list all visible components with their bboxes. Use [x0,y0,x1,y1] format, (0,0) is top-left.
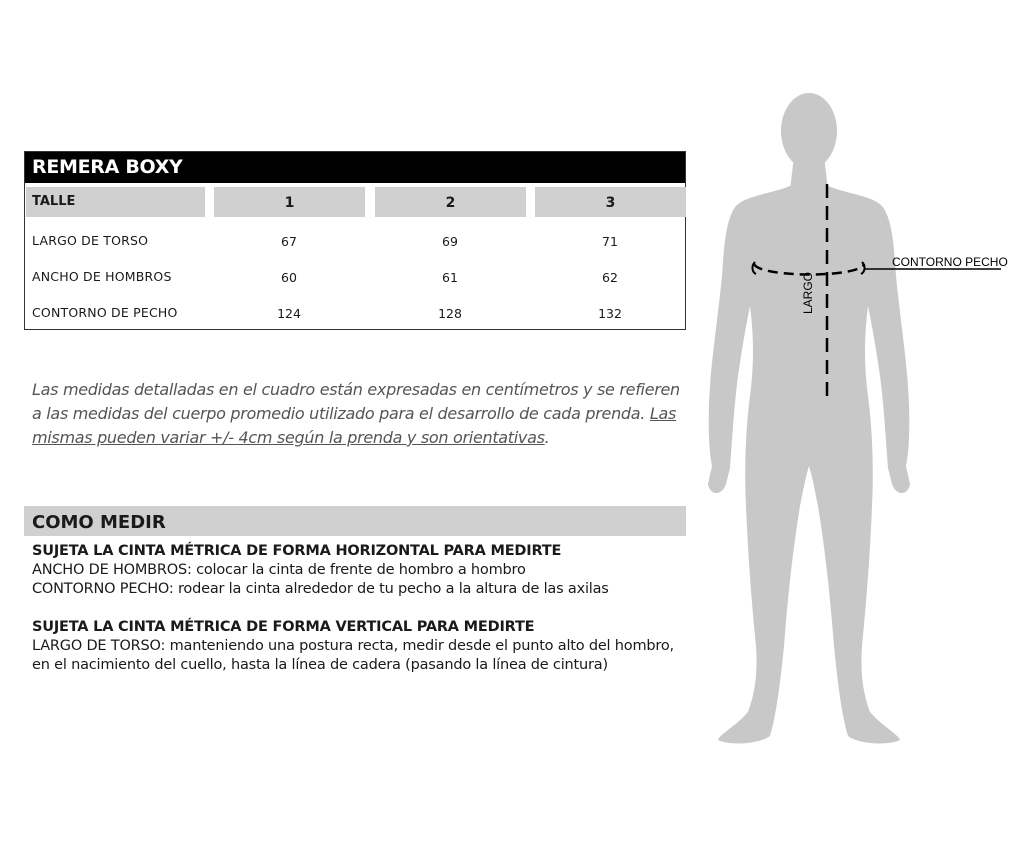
chest-label: CONTORNO PECHO [892,255,1008,269]
row-value: 67 [281,234,297,249]
header-talle: TALLE [26,187,205,217]
note-text: Las medidas detalladas en el cuadro están expresadas en centímetros y se refieren a las medidas del cuerpo promedio utilizado para el desarrollo de cada prenda. [32,380,680,423]
row-value: 60 [281,270,297,285]
row-label: LARGO DE TORSO [32,233,149,248]
vertical-line-2: en el nacimiento del cuello, hasta la línea de cadera (pasando la línea de cintura) [32,657,608,673]
table-row [25,269,685,289]
horizontal-line-1: ANCHO DE HOMBROS: colocar la cinta de frente de hombro a hombro [32,562,526,578]
row-value: 128 [438,306,462,321]
note-underlined: Las mismas pueden variar +/- 4cm según la prenda y son orientativas [32,404,677,447]
header-size-3: 3 [535,187,686,217]
row-value: 124 [277,306,301,321]
body-silhouette-icon [700,86,1024,756]
howto-instructions [32,542,692,675]
row-value: 69 [442,234,458,249]
row-label: ANCHO DE HOMBROS [32,269,172,284]
horizontal-line-2: CONTORNO PECHO: rodear la cinta alrededor de tu pecho a la altura de las axilas [32,581,609,597]
horizontal-heading: SUJETA LA CINTA MÉTRICA DE FORMA HORIZONTAL PARA MEDIRTE [32,543,562,559]
row-value: 62 [602,270,618,285]
howto-title: COMO MEDIR [24,506,686,536]
vertical-heading: SUJETA LA CINTA MÉTRICA DE FORMA VERTICAL PARA MEDIRTE [32,619,535,635]
vertical-line-1: LARGO DE TORSO: manteniendo una postura recta, medir desde el punto alto del hombro, [32,638,674,654]
table-row [25,305,685,325]
note-end: . [544,428,550,447]
size-table [24,151,686,330]
row-value: 61 [442,270,458,285]
measurements-note [32,378,682,450]
table-row [25,233,685,253]
table-title: REMERA BOXY [25,152,685,183]
row-value: 132 [598,306,622,321]
length-label: LARGO [801,271,815,314]
row-value: 71 [602,234,618,249]
body-figure [700,86,1024,756]
header-size-1: 1 [214,187,365,217]
row-label: CONTORNO DE PECHO [32,305,178,320]
header-size-2: 2 [375,187,526,217]
